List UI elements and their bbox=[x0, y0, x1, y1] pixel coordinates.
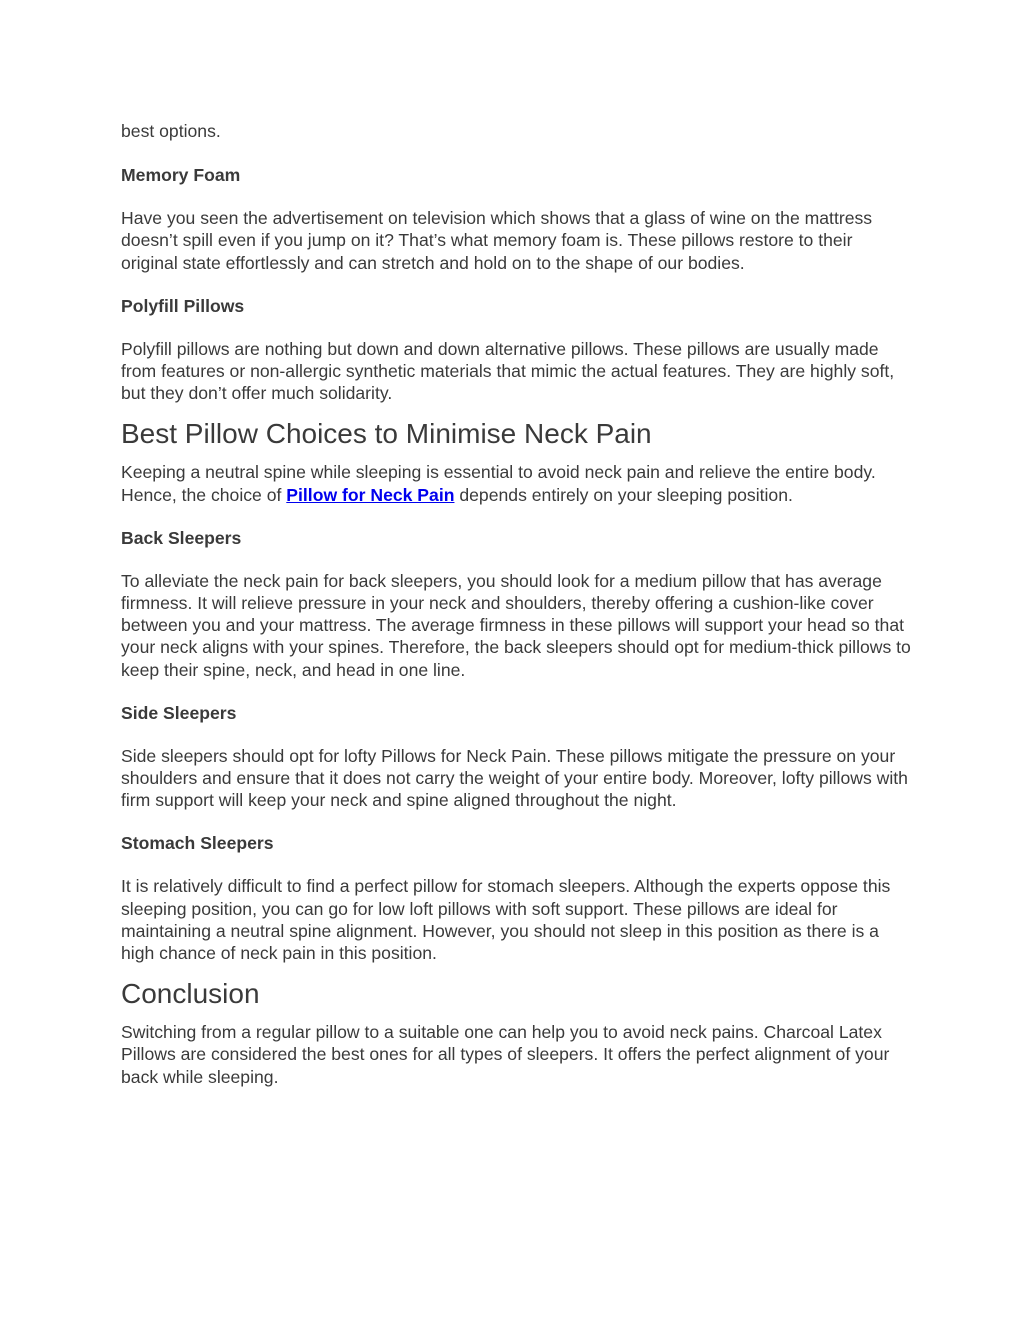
stomach-sleepers-heading: Stomach Sleepers bbox=[121, 833, 274, 854]
memory-foam-heading: Memory Foam bbox=[121, 165, 241, 186]
stomach-sleepers-paragraph: It is relatively difficult to find a perfect pillow for stomach sleepers. Although the experts oppose this sleeping position, you can go for low loft pillows with soft support. These pillows are ideal for maintaining a neutral spine alignment. However, you should not sleep in this position as there is a high chance of neck pain in this position. bbox=[121, 876, 891, 964]
back-sleepers-heading: Back Sleepers bbox=[121, 527, 242, 548]
intro-fragment: best options. bbox=[121, 121, 221, 141]
pillow-for-neck-pain-link[interactable]: Pillow for Neck Pain bbox=[286, 484, 455, 505]
memory-foam-paragraph: Have you seen the advertisement on television which shows that a glass of wine on the mattress doesn’t spill even if you jump on it? That’s what memory foam is. These pillows restore to their original state effortlessly and can stretch and hold on to the shape of our bodies. bbox=[121, 208, 873, 273]
best-choices-paragraph bbox=[121, 461, 911, 505]
best-choices-heading: Best Pillow Choices to Minimise Neck Pain bbox=[121, 418, 652, 450]
best-choices-text-before: Keeping a neutral spine while sleeping is essential to avoid neck pain and relieve the entire body. Hence, the choice of bbox=[121, 462, 876, 505]
polyfill-heading: Polyfill Pillows bbox=[121, 295, 245, 316]
best-choices-text-after: depends entirely on your sleeping position. bbox=[454, 484, 793, 505]
document-page bbox=[121, 120, 911, 1109]
back-sleepers-paragraph: To alleviate the neck pain for back sleepers, you should look for a medium pillow that has average firmness. It will relieve pressure in your neck and shoulders, thereby offering a cushion-like cover between you and your mattress. The average firmness in these pillows will support your head so that your neck aligns with your spines. Therefore, the back sleepers should opt for medium-thick pillows to keep their spine, neck, and head in one line. bbox=[121, 570, 911, 680]
conclusion-heading: Conclusion bbox=[121, 978, 260, 1010]
conclusion-paragraph: Switching from a regular pillow to a suitable one can help you to avoid neck pains. Charcoal Latex Pillows are considered the best ones for all types of sleepers. It offers the perfect alignment of your back while sleeping. bbox=[121, 1022, 890, 1087]
polyfill-paragraph: Polyfill pillows are nothing but down and down alternative pillows. These pillows are usually made from features or non-allergic synthetic materials that mimic the actual features. They are highly soft, but they don’t offer much solidarity. bbox=[121, 338, 895, 404]
side-sleepers-paragraph: Side sleepers should opt for lofty Pillows for Neck Pain. These pillows mitigate the pressure on your shoulders and ensure that it does not carry the weight of your entire body. Moreover, lofty pillows with firm support will keep your neck and spine aligned throughout the night. bbox=[121, 745, 908, 811]
side-sleepers-heading: Side Sleepers bbox=[121, 702, 237, 723]
